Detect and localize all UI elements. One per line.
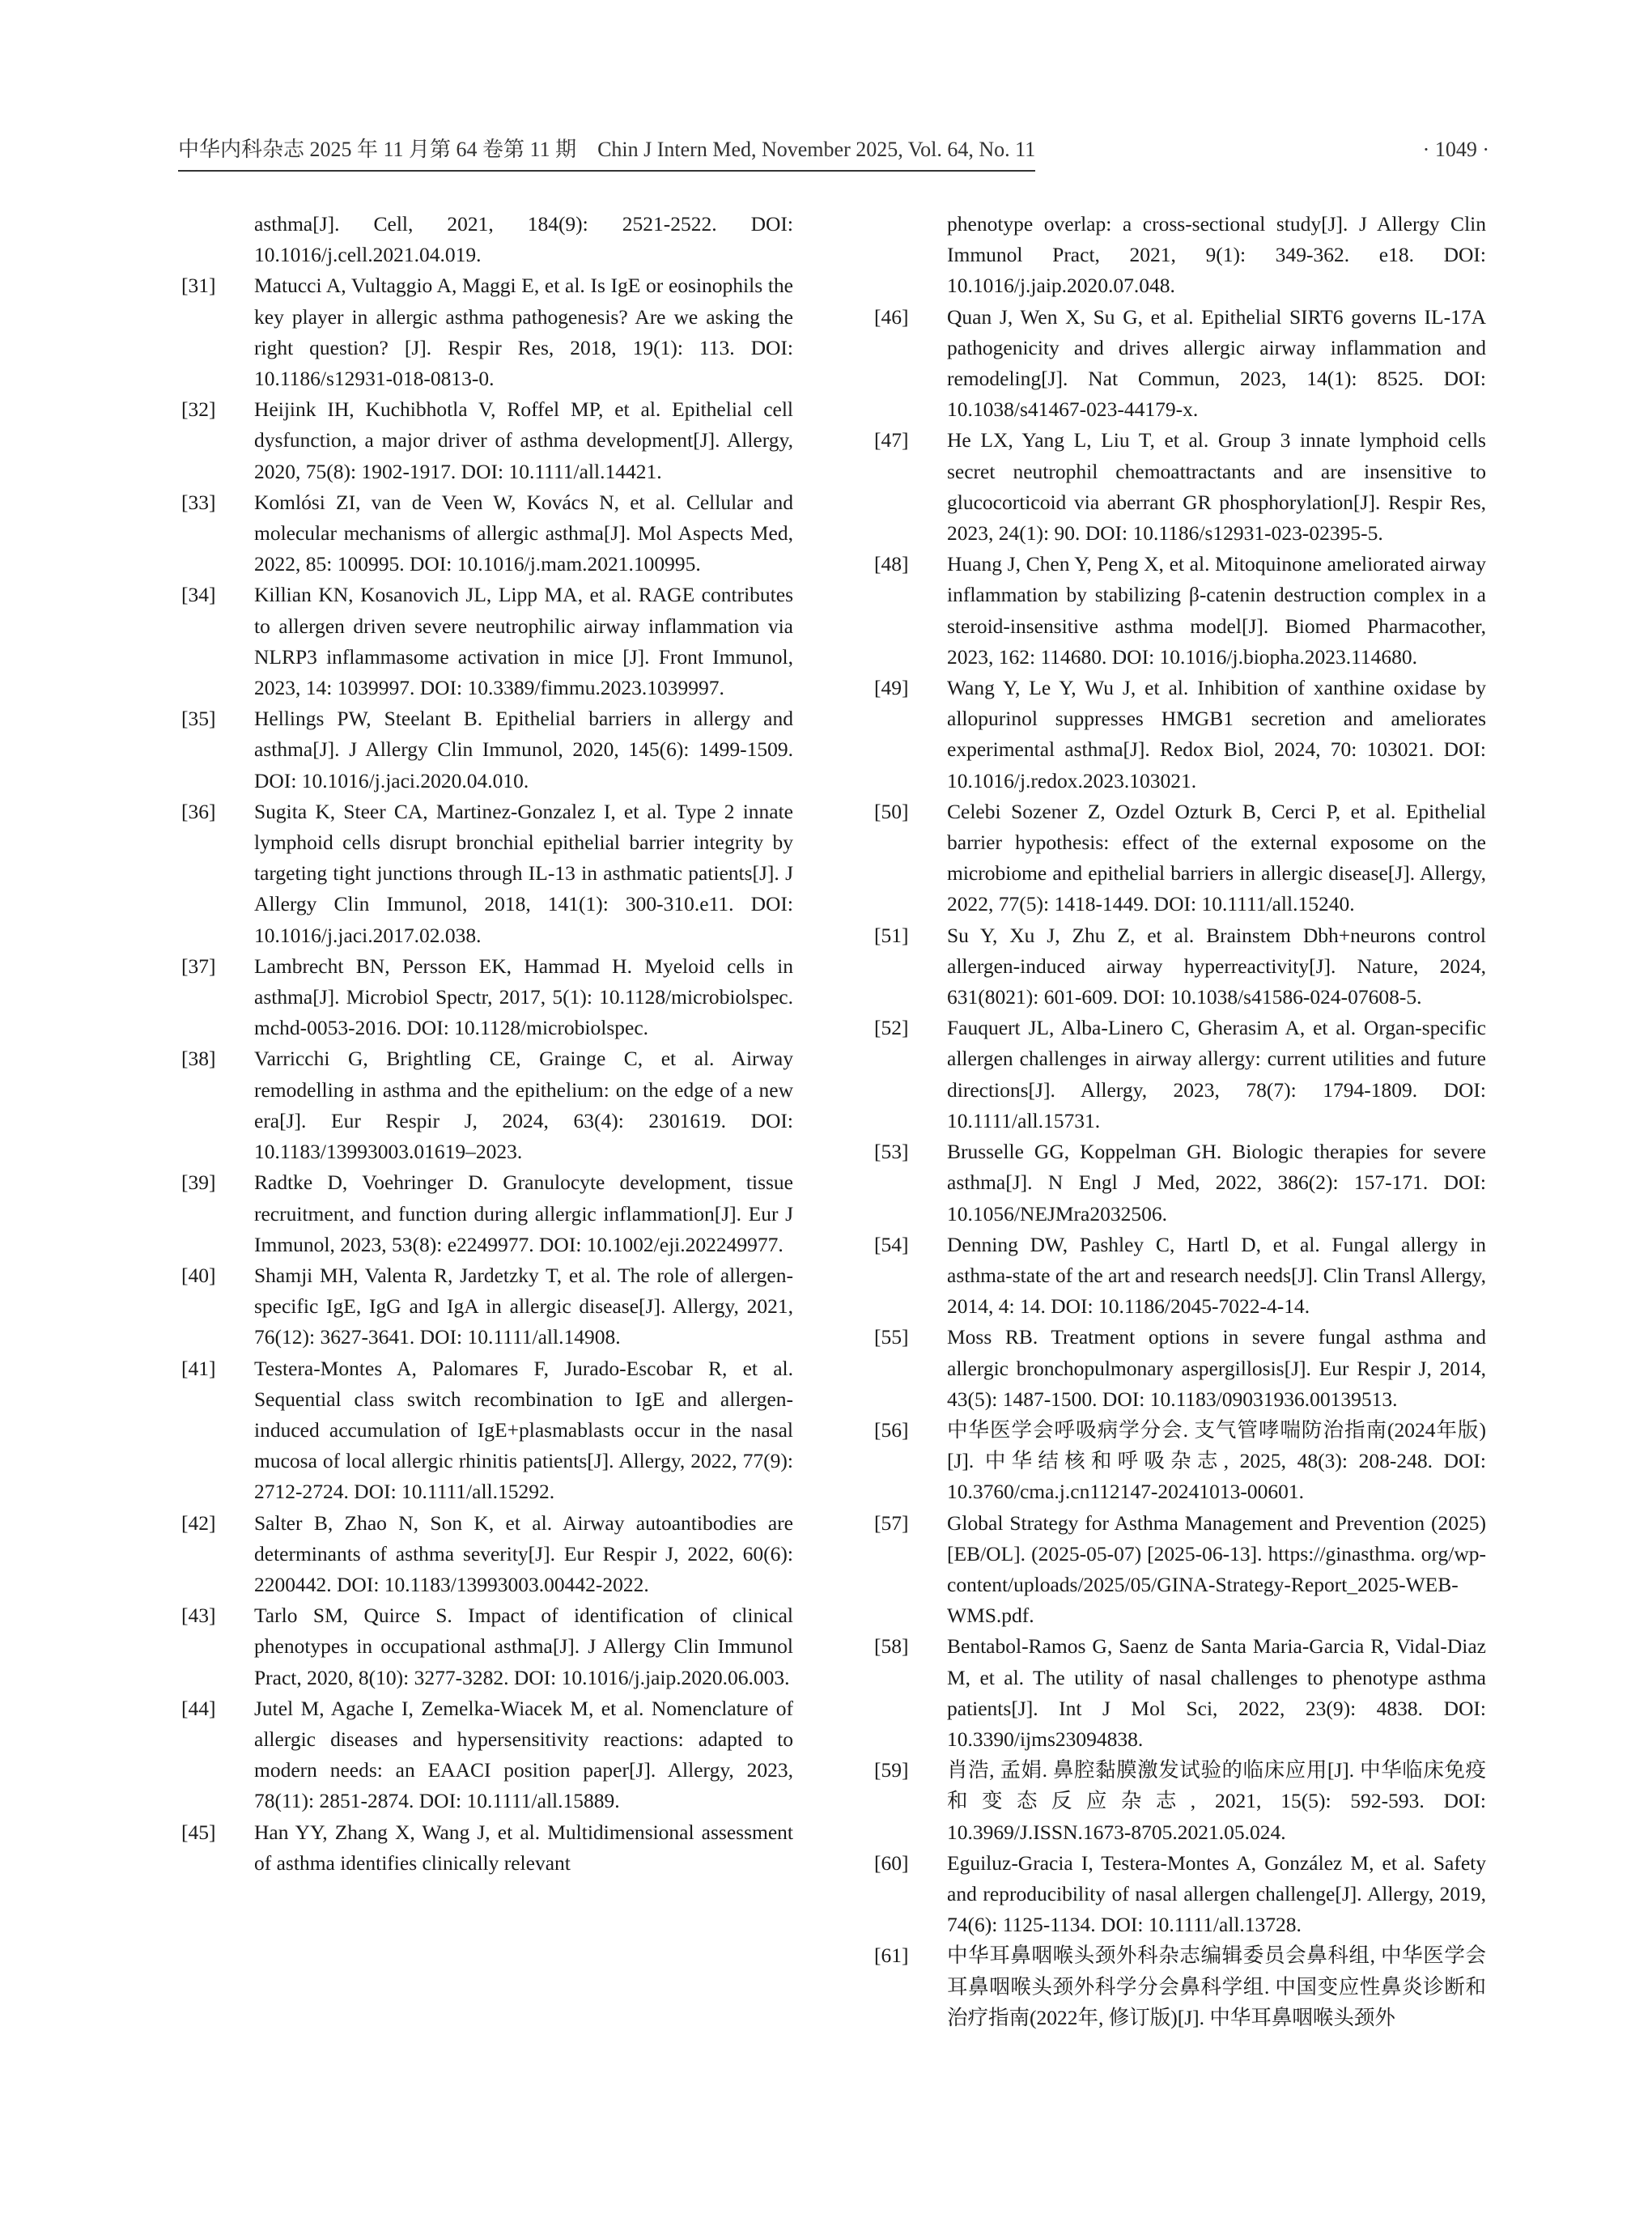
reference-text: Celebi Sozener Z, Ozdel Ozturk B, Cerci P, et al. Epithelial barrier hypothesis: effect of the external exposome on the microbiome and epithelial barriers in allergic disease[J]. Allergy, 2022, 77(5): 1418-1449. DOI: 10.1111/all.15240. — [947, 799, 1486, 916]
reference-item — [181, 1043, 793, 1167]
reference-number: [52] — [874, 1016, 909, 1040]
reference-text: Huang J, Chen Y, Peng X, et al. Mitoquinone ameliorated airway inflammation by stabilizing β-catenin destruction complex in a steroid-insensitive asthma model[J]. Biomed Pharmacother, 2023, 162: 114680. DOI: 10.1016/j.biopha.2023.114680. — [947, 552, 1486, 669]
page-number: · 1049 · — [1422, 138, 1489, 161]
reference-text: Quan J, Wen X, Su G, et al. Epithelial SIRT6 governs IL-17A pathogenicity and drives allergic airway inflammation and remodeling[J]. Nat Commun, 2023, 14(1): 8525. DOI: 10.1038/s41467-023-44179-x. — [947, 304, 1486, 422]
reference-item — [181, 797, 793, 951]
reference-text: Salter B, Zhao N, Son K, et al. Airway autoantibodies are determinants of asthma severity[J]. Eur Respir J, 2022, 60(6): 2200442. DOI: 10.1183/13993003.00442-2022. — [254, 1510, 793, 1596]
reference-number: [47] — [874, 428, 909, 452]
reference-number: [55] — [874, 1325, 909, 1349]
reference-text: He LX, Yang L, Liu T, et al. Group 3 innate lymphoid cells secret neutrophil chemoattractants and are insensitive to glucocorticoid via aberrant GR phosphorylation[J]. Respir Res, 2023, 24(1): 90. DOI: 10.1186/s12931-023-02395-5. — [947, 428, 1486, 546]
reference-item — [874, 1508, 1486, 1632]
reference-number: [32] — [181, 397, 216, 422]
reference-item — [874, 425, 1486, 549]
reference-number: [39] — [181, 1170, 216, 1195]
reference-number: [48] — [874, 552, 909, 576]
reference-item — [874, 1230, 1486, 1323]
reference-text: 中华医学会呼吸病学分会. 支气管哮喘防治指南(2024年版)[J]. 中华结核和呼吸杂志, 2025, 48(3): 208-248. DOI: 10.3760/cma.j.cn112147-20241013-00601. — [947, 1417, 1486, 1504]
reference-number: [33] — [181, 490, 216, 514]
reference-text: Wang Y, Le Y, Wu J, et al. Inhibition of xanthine oxidase by allopurinol suppresses HMGB1 secretion and ameliorates experimental asthma[J]. Redox Biol, 2024, 70: 103021. DOI: 10.1016/j.redox.2023.103021. — [947, 676, 1486, 792]
reference-text: Brusselle GG, Koppelman GH. Biologic therapies for severe asthma[J]. N Engl J Med, 2022, 386(2): 157-171. DOI: 10.1056/NEJMra2032506. — [947, 1140, 1486, 1226]
reference-text: 中华耳鼻咽喉头颈外科杂志编辑委员会鼻科组, 中华医学会耳鼻咽喉头颈外科学分会鼻科学组. 中国变应性鼻炎诊断和治疗指南(2022年, 修订版)[J]. 中华耳鼻咽喉头颈外 — [947, 1944, 1486, 2029]
reference-item — [874, 1631, 1486, 1755]
reference-text: Testera-Montes A, Palomares F, Jurado-Escobar R, et al. Sequential class switch recombination to IgE and allergen-induced accumulation of IgE+plasmablasts occur in the nasal mucosa of local allergic rhinitis patients[J]. Allergy, 2022, 77(9): 2712-2724. DOI: 10.1111/all.15292. — [254, 1356, 793, 1504]
reference-number: [60] — [874, 1850, 909, 1875]
reference-item — [874, 1848, 1486, 1941]
reference-text: Matucci A, Vultaggio A, Maggi E, et al. Is IgE or eosinophils the key player in allergic asthma pathogenesis? Are we asking the right question? [J]. Respir Res, 2018, 19(1): 113. DOI: 10.1186/s12931-018-0813-0. — [254, 274, 793, 391]
reference-item — [874, 209, 1486, 302]
reference-item — [181, 1817, 793, 1879]
reference-item — [181, 1353, 793, 1508]
reference-text: Global Strategy for Asthma Management and Prevention (2025) [EB/OL]. (2025-05-07) [2025-06-13]. https://ginasthma. org/wp-content/uploads/2025/05/GINA-Strategy-Report_2025-WEB-WMS.pdf. — [947, 1510, 1486, 1628]
reference-item — [874, 1755, 1486, 1848]
reference-text: Fauquert JL, Alba-Linero C, Gherasim A, et al. Organ-specific allergen challenges in airway allergy: current utilities and future directions[J]. Allergy, 2023, 78(7): 1794-1809. DOI: 10.1111/all.15731. — [947, 1016, 1486, 1132]
reference-column-right — [874, 209, 1486, 2033]
reference-number: [41] — [181, 1356, 216, 1380]
reference-text: Su Y, Xu J, Zhu Z, et al. Brainstem Dbh+neurons control allergen-induced airway hyperreactivity[J]. Nature, 2024, 631(8021): 601-609. DOI: 10.1038/s41586-024-07608-5. — [947, 923, 1486, 1009]
reference-item — [181, 209, 793, 270]
reference-text: Jutel M, Agache I, Zemelka-Wiacek M, et al. Nomenclature of allergic diseases and hypersensitivity reactions: adapted to modern needs: an EAACI position paper[J]. Allergy, 2023, 78(11): 2851-2874. DOI: 10.1111/all.15889. — [254, 1696, 793, 1813]
reference-item — [874, 1940, 1486, 2033]
reference-text: Varricchi G, Brightling CE, Grainge C, et al. Airway remodelling in asthma and the epithelium: on the edge of a new era[J]. Eur Respir J, 2024, 63(4): 2301619. DOI: 10.1183/13993003.01619–2023. — [254, 1047, 793, 1164]
reference-item — [181, 951, 793, 1044]
reference-text: Moss RB. Treatment options in severe fungal asthma and allergic bronchopulmonary aspergillosis[J]. Eur Respir J, 2014, 43(5): 1487-1500. DOI: 10.1183/09031936.00139513. — [947, 1325, 1486, 1411]
reference-number: [61] — [874, 1944, 909, 1968]
reference-item — [874, 1322, 1486, 1415]
reference-item — [181, 580, 793, 703]
reference-item — [874, 797, 1486, 920]
reference-item — [874, 1415, 1486, 1508]
reference-number: [35] — [181, 707, 216, 731]
reference-number: [42] — [181, 1510, 216, 1535]
reference-number: [58] — [874, 1634, 909, 1659]
reference-number: [45] — [181, 1820, 216, 1844]
reference-number: [36] — [181, 799, 216, 823]
reference-item — [874, 1136, 1486, 1230]
reference-number: [43] — [181, 1604, 216, 1628]
reference-number: [31] — [181, 274, 216, 298]
reference-item — [874, 673, 1486, 797]
reference-text: Hellings PW, Steelant B. Epithelial barriers in allergy and asthma[J]. J Allergy Clin Immunol, 2020, 145(6): 1499-1509. DOI: 10.1016/j.jaci.2020.04.010. — [254, 707, 793, 792]
reference-number: [54] — [874, 1232, 909, 1256]
reference-text: Tarlo SM, Quirce S. Impact of identification of clinical phenotypes in occupational asthma[J]. J Allergy Clin Immunol Pract, 2020, 8(10): 3277-3282. DOI: 10.1016/j.jaip.2020.06.003. — [254, 1604, 793, 1689]
reference-item — [181, 1167, 793, 1260]
reference-item — [181, 1693, 793, 1817]
reference-number: [49] — [874, 676, 909, 700]
reference-text: asthma[J]. Cell, 2021, 184(9): 2521-2522. DOI: 10.1016/j.cell.2021.04.019. — [254, 212, 793, 267]
reference-text: Komlósi ZI, van de Veen W, Kovács N, et al. Cellular and molecular mechanisms of allergic asthma[J]. Mol Aspects Med, 2022, 85: 100995. DOI: 10.1016/j.mam.2021.100995. — [254, 490, 793, 576]
reference-item — [181, 1600, 793, 1693]
reference-text: Shamji MH, Valenta R, Jardetzky T, et al. The role of allergen-specific IgE, IgG and IgA in allergic disease[J]. Allergy, 2021, 76(12): 3627-3641. DOI: 10.1111/all.14908. — [254, 1263, 793, 1349]
reference-number: [59] — [874, 1758, 909, 1782]
reference-text: Lambrecht BN, Persson EK, Hammad H. Myeloid cells in asthma[J]. Microbiol Spectr, 2017, 5(1): 10.1128/microbiolspec. mchd-0053-2016. DOI: 10.1128/microbiolspec. — [254, 954, 793, 1040]
running-header — [178, 131, 1489, 168]
reference-number: [34] — [181, 583, 216, 607]
reference-text: 肖浩, 孟娟. 鼻腔黏膜激发试验的临床应用[J]. 中华临床免疫和变态反应杂志, 2021, 15(5): 592-593. DOI: 10.3969/J.ISSN.1673-8705.2021.05.024. — [947, 1758, 1486, 1844]
reference-item — [874, 549, 1486, 673]
reference-text: Denning DW, Pashley C, Hartl D, et al. Fungal allergy in asthma-state of the art and research needs[J]. Clin Transl Allergy, 2014, 4: 14. DOI: 10.1186/2045-7022-4-14. — [947, 1232, 1486, 1319]
reference-number: [37] — [181, 954, 216, 978]
reference-text: Bentabol-Ramos G, Saenz de Santa Maria-Garcia R, Vidal-Diaz M, et al. The utility of nasal challenges to phenotype asthma patients[J]. Int J Mol Sci, 2022, 23(9): 4838. DOI: 10.3390/ijms23094838. — [947, 1634, 1486, 1751]
reference-number: [57] — [874, 1510, 909, 1535]
reference-item — [874, 302, 1486, 426]
reference-item — [181, 270, 793, 394]
reference-item — [181, 487, 793, 580]
reference-column-left — [181, 209, 793, 1879]
reference-text: Radtke D, Voehringer D. Granulocyte development, tissue recruitment, and function during allergic inflammation[J]. Eur J Immunol, 2023, 53(8): e2249977. DOI: 10.1002/eji.202249977. — [254, 1170, 793, 1256]
reference-text: Han YY, Zhang X, Wang J, et al. Multidimensional assessment of asthma identifies clinically relevant — [254, 1820, 793, 1875]
reference-item — [181, 1260, 793, 1353]
reference-number: [51] — [874, 923, 909, 947]
reference-number: [38] — [181, 1047, 216, 1071]
reference-item — [874, 920, 1486, 1013]
reference-number: [46] — [874, 304, 909, 329]
reference-number: [50] — [874, 799, 909, 823]
reference-text: Killian KN, Kosanovich JL, Lipp MA, et al. RAGE contributes to allergen driven severe neutrophilic airway inflammation via NLRP3 inflammasome activation in mice [J]. Front Immunol, 2023, 14: 1039997. DOI: 10.3389/fimmu.2023.1039997. — [254, 583, 793, 700]
reference-number: [44] — [181, 1696, 216, 1720]
reference-text: phenotype overlap: a cross-sectional study[J]. J Allergy Clin Immunol Pract, 2021, 9(1): 349-362. e18. DOI: 10.1016/j.jaip.2020.07.048. — [947, 212, 1486, 298]
reference-text: Heijink IH, Kuchibhotla V, Roffel MP, et al. Epithelial cell dysfunction, a major driver of asthma development[J]. Allergy, 2020, 75(8): 1902-1917. DOI: 10.1111/all.14421. — [254, 397, 793, 483]
reference-text: Eguiluz-Gracia I, Testera-Montes A, González M, et al. Safety and reproducibility of nasal allergen challenge[J]. Allergy, 2019, 74(6): 1125-1134. DOI: 10.1111/all.13728. — [947, 1850, 1486, 1937]
reference-text: Sugita K, Steer CA, Martinez-Gonzalez I, et al. Type 2 innate lymphoid cells disrupt bronchial epithelial barrier integrity by targeting tight junctions through IL-13 in asthmatic patients[J]. J Allergy Clin Immunol, 2018, 141(1): 300-310.e11. DOI: 10.1016/j.jaci.2017.02.038. — [254, 799, 793, 947]
reference-item — [874, 1013, 1486, 1136]
journal-header: 中华内科杂志 2025 年 11 月第 64 卷第 11 期 Chin J Intern Med, November 2025, Vol. 64, No. 11 — [178, 131, 1035, 172]
reference-number: [40] — [181, 1263, 216, 1287]
reference-item — [181, 394, 793, 487]
reference-number: [56] — [874, 1417, 909, 1442]
reference-number: [53] — [874, 1140, 909, 1164]
reference-item — [181, 703, 793, 797]
reference-item — [181, 1508, 793, 1601]
